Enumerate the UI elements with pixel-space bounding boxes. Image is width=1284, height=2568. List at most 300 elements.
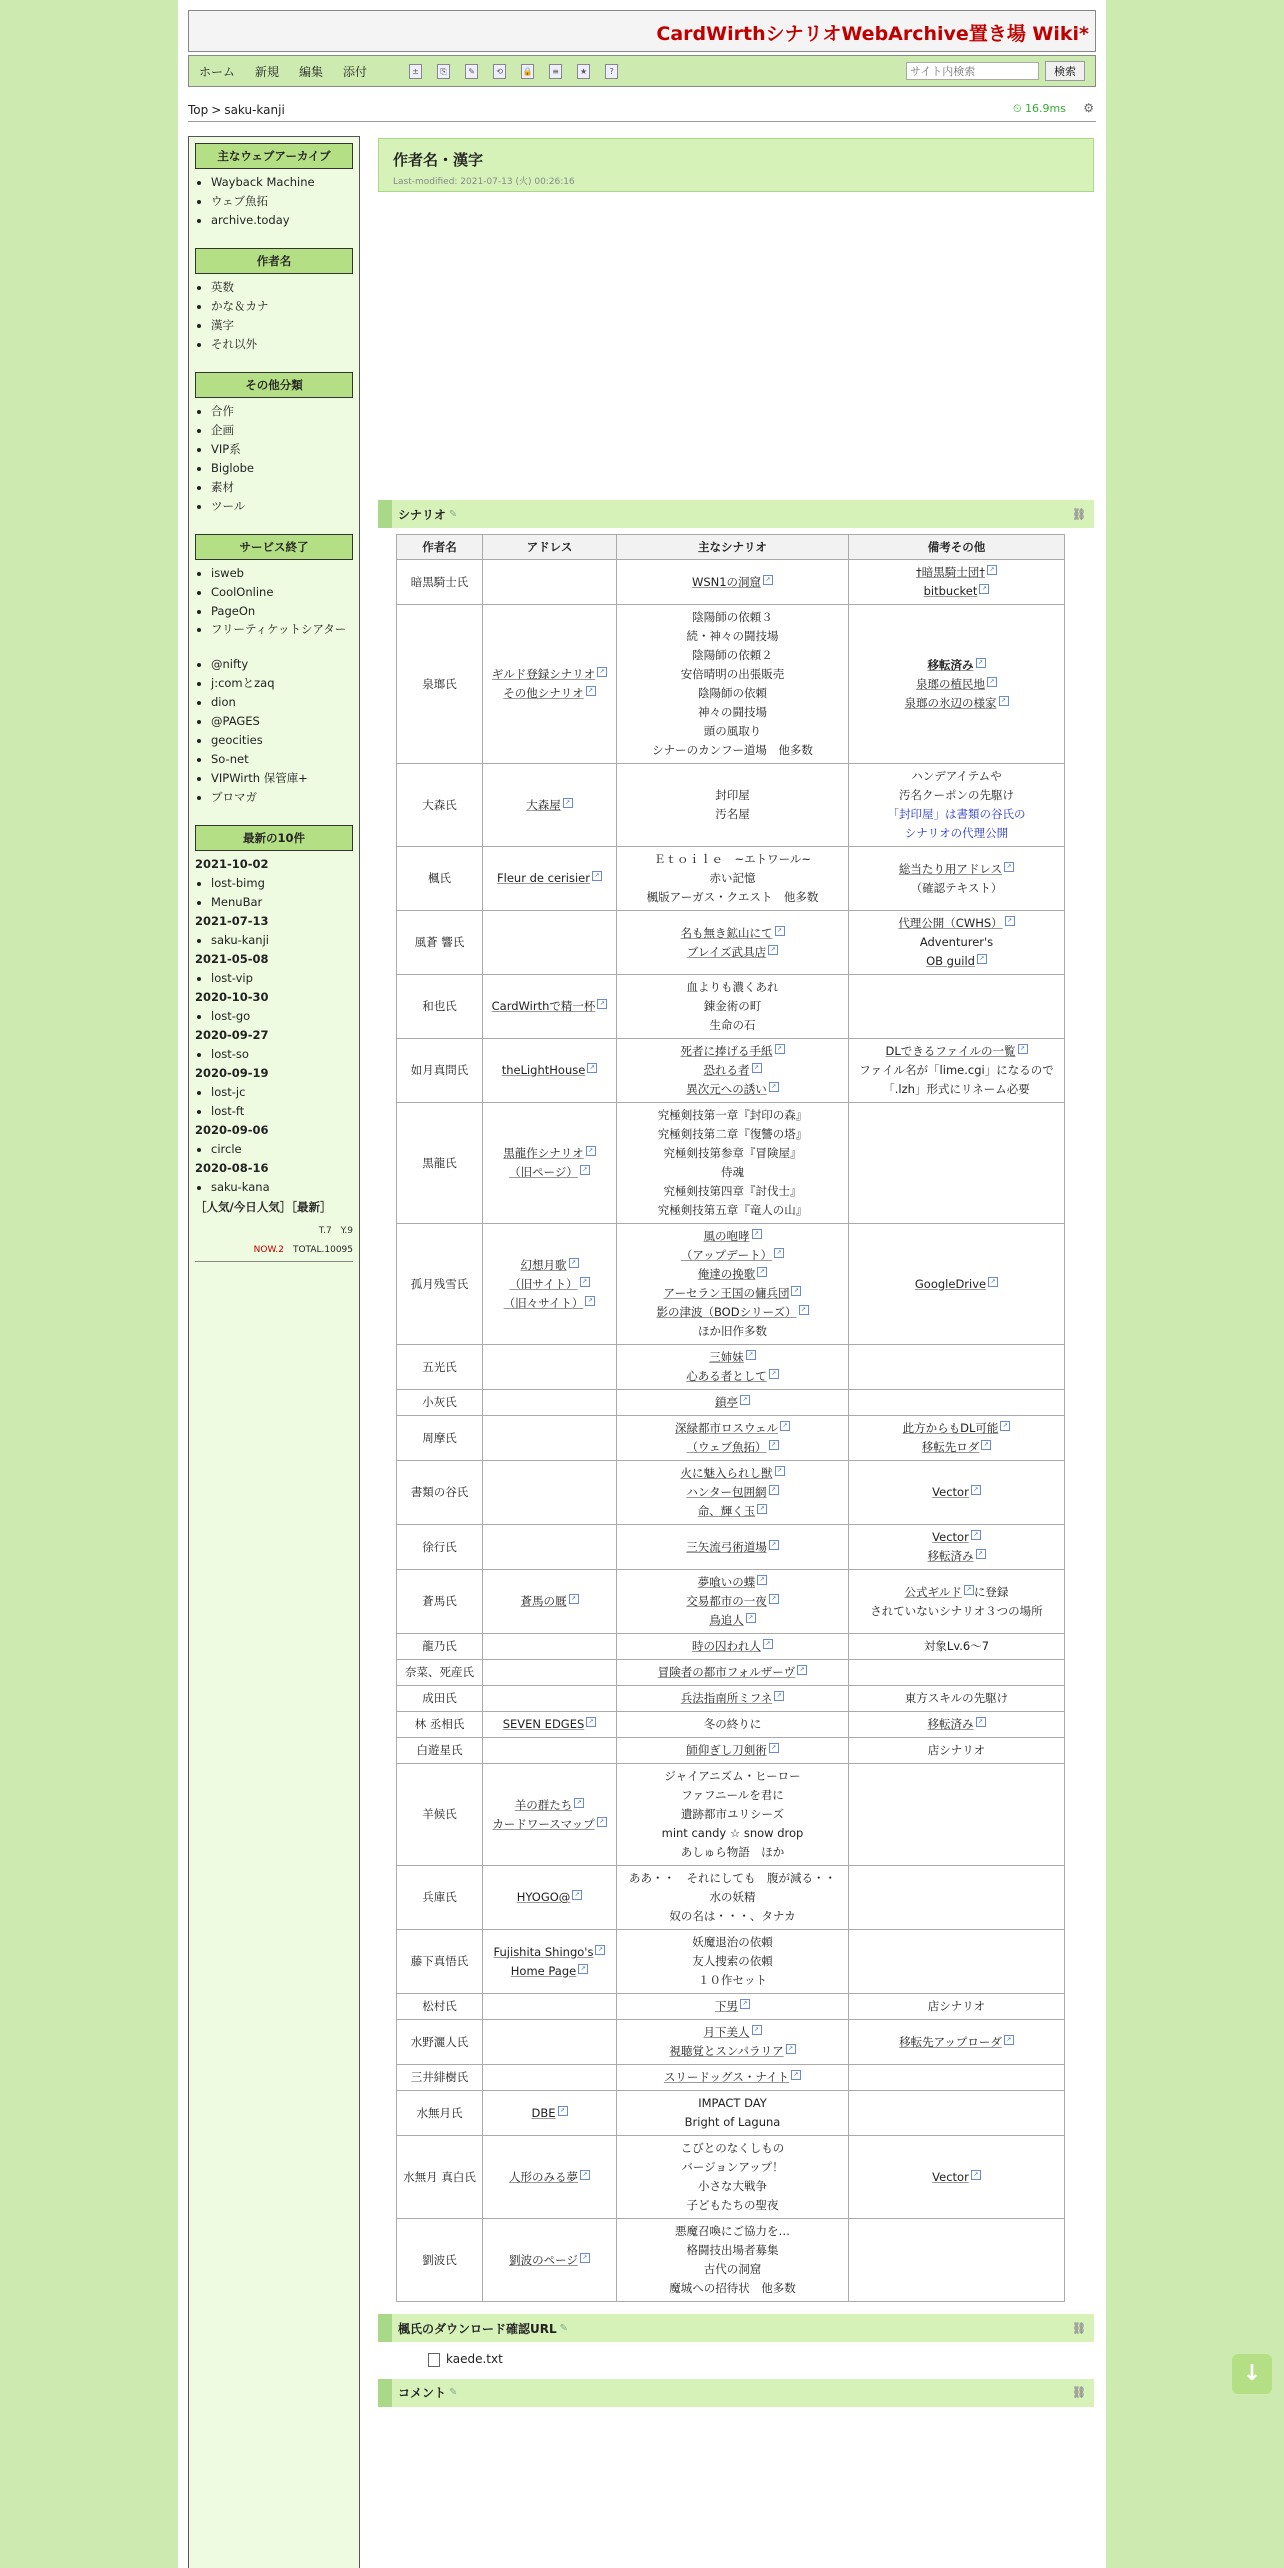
- cell-link[interactable]: 視聴覚とスンパラリア: [669, 2044, 784, 2058]
- cell-link[interactable]: （旧サイト）: [509, 1276, 578, 1291]
- cell-line: [619, 1265, 846, 1284]
- external-link-icon: ↗: [987, 565, 997, 575]
- cell-link[interactable]: 移転先ロダ: [921, 1440, 980, 1454]
- cell-note: [849, 1390, 1065, 1416]
- copy-icon[interactable]: ⎘: [437, 64, 450, 79]
- cell-scen: [617, 847, 849, 911]
- cell-note: [849, 1103, 1065, 1224]
- sidebar-link[interactable]: • VIP系: [211, 440, 353, 459]
- cell-addr: [483, 911, 617, 975]
- cell-link[interactable]: 移転済み: [927, 1717, 974, 1731]
- breadcrumb-top[interactable]: Top: [188, 103, 209, 117]
- sidebar-link[interactable]: • 素材: [211, 478, 353, 497]
- rename-icon[interactable]: ✎: [465, 64, 478, 79]
- diff-icon[interactable]: ±: [409, 64, 422, 79]
- cell-link[interactable]: 風の咆哮: [703, 1229, 750, 1243]
- cell-text: 陰陽師の依頼２: [692, 648, 773, 662]
- cell-link[interactable]: †暗黒騎士団†: [916, 565, 985, 579]
- sidebar-link[interactable]: • So-net: [211, 750, 353, 769]
- author-name: 小灰氏: [397, 1390, 483, 1416]
- author-name: 白遊星氏: [397, 1738, 483, 1764]
- sidebar-link[interactable]: • かな＆カナ: [211, 297, 353, 316]
- cell-link[interactable]: 此方からもDL可能: [902, 1421, 999, 1435]
- cell-link[interactable]: WSN1の洞窟: [691, 574, 762, 589]
- cell-link[interactable]: 幻想月歌: [520, 1257, 567, 1272]
- cell-line: [619, 1715, 846, 1734]
- cell-link[interactable]: ハンター包囲網: [686, 1485, 767, 1499]
- cell-scen: [617, 1764, 849, 1866]
- cell-link[interactable]: 異次元への誘い: [686, 1082, 767, 1096]
- cell-addr: [483, 1764, 617, 1866]
- search-button[interactable]: 検索: [1045, 61, 1085, 81]
- cell-line: [619, 1592, 846, 1611]
- external-link-icon: ↗: [769, 1485, 779, 1495]
- cell-link[interactable]: bitbucket: [923, 584, 978, 598]
- cell-line: [485, 2168, 614, 2187]
- cell-link[interactable]: 代理公開（CWHS）: [898, 916, 1003, 930]
- cell-note: [849, 1570, 1065, 1634]
- table-row: [397, 1866, 1065, 1930]
- cell-text: 究極剣技第二章『復讐の塔』: [657, 1127, 808, 1141]
- cell-link[interactable]: 名も無き鉱山にて: [680, 925, 773, 940]
- author-name: 林 丞相氏: [397, 1712, 483, 1738]
- external-link-icon: ↗: [597, 667, 607, 677]
- cell-link[interactable]: 夢喰いの蝶: [697, 1575, 756, 1589]
- sidebar-link[interactable]: • @nifty: [211, 655, 353, 674]
- external-link-icon: ↗: [1000, 1421, 1010, 1431]
- table-row: [397, 975, 1065, 1039]
- section-title: 楓氏のダウンロード確認URL: [398, 2321, 557, 2336]
- cell-addr: [483, 2065, 617, 2091]
- sidebar-link[interactable]: • ウェブ魚拓: [211, 192, 353, 211]
- cell-scen: [617, 1994, 849, 2020]
- cell-text: 頭の風取り: [703, 724, 762, 738]
- recent-link[interactable]: • lost-jc: [211, 1083, 353, 1102]
- cell-link[interactable]: アーセラン王国の傭兵団: [663, 1286, 790, 1300]
- external-link-icon: ↗: [971, 2170, 981, 2180]
- section-title: コメント: [398, 2386, 447, 2400]
- cell-text: に登録: [973, 1584, 1009, 1599]
- cell-note: [849, 2136, 1065, 2219]
- cell-line: [485, 1715, 614, 1734]
- cell-scen: [617, 1224, 849, 1345]
- external-link-icon: ↗: [780, 1421, 790, 1431]
- cell-link[interactable]: 蒼馬の厩: [520, 1594, 567, 1608]
- cell-link[interactable]: スリードッグス・ナイト: [663, 2070, 790, 2084]
- cell-link[interactable]: 公式ギルド: [904, 1584, 962, 1599]
- sidebar-link[interactable]: • archive.today: [211, 211, 353, 230]
- cell-line: [619, 2260, 846, 2279]
- recent-links[interactable]: ［人気/今日人気］［最新］: [195, 1200, 332, 1214]
- cell-line: [851, 860, 1062, 879]
- sidebar-link[interactable]: • それ以外: [211, 335, 353, 354]
- external-link-icon: ↗: [574, 1798, 584, 1808]
- cell-line: [851, 563, 1062, 582]
- sidebar-link[interactable]: • VIPWirth 保管庫+: [211, 769, 353, 788]
- recent-link[interactable]: • MenuBar: [211, 893, 353, 912]
- cell-line: [485, 1796, 614, 1815]
- sidebar-link[interactable]: • Biglobe: [211, 459, 353, 478]
- cell-link[interactable]: DLできるファイルの一覧: [885, 1044, 1016, 1058]
- cell-link[interactable]: 命、輝く玉: [697, 1504, 756, 1518]
- external-link-icon: ↗: [981, 1440, 991, 1450]
- cell-line: [619, 2158, 846, 2177]
- cell-text: 安倍晴明の出張販売: [680, 667, 785, 681]
- cell-link[interactable]: Vector: [932, 2169, 969, 2184]
- cell-link[interactable]: 泉瑯の氷辺の様家: [904, 695, 997, 710]
- cell-link[interactable]: 羊の群たち: [514, 1797, 573, 1812]
- cell-link[interactable]: 影の津波（BODシリーズ）: [656, 1305, 797, 1319]
- cell-line: [619, 1888, 846, 1907]
- sidebar-link[interactable]: • 合作: [211, 402, 353, 421]
- cell-line: [619, 1464, 846, 1483]
- recent-date: 2020-08-16: [195, 1161, 269, 1175]
- cell-line: [619, 627, 846, 646]
- recent-link[interactable]: • lost-bimg: [211, 874, 353, 893]
- cell-text: バージョンアップ！: [681, 2160, 784, 2174]
- table-row: [397, 1345, 1065, 1390]
- cell-addr: [483, 1634, 617, 1660]
- backup-icon[interactable]: ⟲: [493, 64, 506, 79]
- cell-line: [851, 1528, 1062, 1547]
- cell-line: [619, 608, 846, 627]
- help-icon[interactable]: ?: [605, 64, 618, 79]
- download-file-name[interactable]: kaede.txt: [446, 2352, 503, 2366]
- recent-link[interactable]: • lost-go: [211, 1007, 353, 1026]
- cell-scen: [617, 1686, 849, 1712]
- main-content: [378, 138, 1094, 2407]
- author-name: 楓氏: [397, 847, 483, 911]
- external-link-icon: ↗: [763, 1639, 773, 1649]
- cell-line: [619, 1483, 846, 1502]
- cell-line: [619, 924, 846, 943]
- cell-link[interactable]: 冒険者の都市フォルザーヴ: [657, 1665, 796, 1679]
- recent-link[interactable]: • lost-vip: [211, 969, 353, 988]
- external-link-icon: ↗: [592, 871, 602, 881]
- cell-line: [619, 2113, 846, 2132]
- cell-link[interactable]: （ウェブ魚拓）: [686, 1440, 767, 1454]
- cell-line: [619, 888, 846, 907]
- table-row: [397, 1224, 1065, 1345]
- sidebar-link[interactable]: • j:comとzaq: [211, 674, 353, 693]
- author-name: 水無月 真白氏: [397, 2136, 483, 2219]
- cell-note: [849, 560, 1065, 605]
- cell-text: ジャイアニズム・ヒーロー: [664, 1769, 801, 1783]
- cell-line: [619, 1786, 846, 1805]
- table-row: [397, 2136, 1065, 2219]
- cell-scen: [617, 1930, 849, 1994]
- external-link-icon: ↗: [740, 1999, 750, 2009]
- external-link-icon: ↗: [578, 1964, 588, 1974]
- cell-link[interactable]: SEVEN EDGES: [502, 1717, 585, 1731]
- cell-link[interactable]: Home Page: [510, 1963, 577, 1978]
- external-link-icon: ↗: [580, 2170, 590, 2180]
- external-link-icon: ↗: [757, 1504, 767, 1514]
- scroll-down-icon[interactable]: ↓: [1232, 2354, 1272, 2394]
- external-link-icon: ↗: [580, 1165, 590, 1175]
- cell-link[interactable]: OB guild: [926, 954, 975, 968]
- cell-note: [849, 2091, 1065, 2136]
- cell-text: 「.lzh」形式にリネーム必要: [883, 1082, 1030, 1096]
- cell-line: [485, 1592, 614, 1611]
- cell-link[interactable]: ギルド登録シナリオ: [491, 667, 596, 681]
- cell-scen: [617, 2219, 849, 2302]
- section-heading-download: [378, 2314, 1094, 2342]
- recent-items: [195, 931, 353, 950]
- cell-addr: [483, 2219, 617, 2302]
- cell-link[interactable]: 移転済み: [927, 1549, 974, 1563]
- cell-text: 究極剣技第参章『冒険屋』: [663, 1146, 802, 1160]
- cell-line: [619, 1106, 846, 1125]
- cell-scen: [617, 560, 849, 605]
- cell-link[interactable]: 心ある者として: [686, 1369, 767, 1383]
- cell-line: [485, 2251, 614, 2270]
- site-title[interactable]: CardWirthシナリオWebArchive置き場 Wiki*: [656, 23, 1089, 45]
- cell-scen: [617, 1525, 849, 1570]
- author-name: 蒼馬氏: [397, 1570, 483, 1634]
- cell-link[interactable]: theLightHouse: [501, 1063, 586, 1077]
- sidebar-link[interactable]: • isweb: [211, 564, 353, 583]
- cell-scen: [617, 1634, 849, 1660]
- archives-list: [195, 173, 353, 230]
- cell-link[interactable]: 大森屋: [526, 797, 561, 812]
- cell-link[interactable]: 深緑都市ロスウェル: [674, 1421, 779, 1435]
- author-name: 徐行氏: [397, 1525, 483, 1570]
- cell-text: 店シナリオ: [927, 1743, 986, 1757]
- sidebar-link[interactable]: • 英数: [211, 278, 353, 297]
- external-link-icon: ↗: [971, 1530, 981, 1540]
- cell-link[interactable]: Fleur de cerisier: [497, 871, 590, 885]
- sidebar-link[interactable]: • 企画: [211, 421, 353, 440]
- external-link-icon: ↗: [774, 1691, 784, 1701]
- cell-link[interactable]: 恐れる者: [703, 1063, 750, 1077]
- cell-scen: [617, 1461, 849, 1525]
- search-input[interactable]: [906, 62, 1039, 80]
- cell-text: 子どもたちの聖夜: [686, 2198, 779, 2212]
- cell-note: [849, 1634, 1065, 1660]
- recent-date: 2021-10-02: [195, 857, 269, 871]
- external-link-icon: ↗: [999, 696, 1009, 706]
- external-link-icon: ↗: [976, 1549, 986, 1559]
- external-link-icon: ↗: [595, 1945, 605, 1955]
- breadcrumb-current: saku-kanji: [224, 103, 285, 117]
- list-icon[interactable]: ≡: [549, 64, 562, 79]
- pencil-icon[interactable]: ✎: [559, 2322, 569, 2334]
- cell-line: [619, 684, 846, 703]
- cell-text: ファフニールを君に: [681, 1788, 784, 1802]
- cell-link[interactable]: （旧々サイト）: [503, 1295, 584, 1310]
- cell-note: [849, 1224, 1065, 1345]
- cell-addr: [483, 1738, 617, 1764]
- download-file[interactable]: [428, 2352, 1094, 2367]
- nav-attach[interactable]: 添付: [343, 64, 368, 79]
- cell-line: [851, 1741, 1062, 1760]
- author-name: 松村氏: [397, 1994, 483, 2020]
- nav-home[interactable]: ホーム: [199, 64, 236, 79]
- cell-link[interactable]: 死者に捧げる手紙: [680, 1044, 773, 1058]
- cell-link[interactable]: 兵法指南所ミフネ: [680, 1691, 773, 1705]
- pencil-icon[interactable]: ✎: [448, 508, 458, 520]
- sidebar-link[interactable]: • ツール: [211, 497, 353, 516]
- cell-text: 小さな大戦争: [698, 2179, 767, 2193]
- cell-text: １０作セット: [698, 1973, 767, 1987]
- cell-link[interactable]: DBE: [531, 2105, 556, 2120]
- cell-link[interactable]: HYOGO@: [516, 1890, 571, 1904]
- cell-line: [619, 805, 846, 824]
- external-link-icon: ↗: [775, 1466, 785, 1476]
- cell-link[interactable]: （アップデート）: [680, 1248, 773, 1262]
- cell-line: [619, 722, 846, 741]
- anchor-link-icon[interactable]: ⛓: [1072, 2321, 1086, 2335]
- cell-addr: [483, 605, 617, 764]
- cell-line: [619, 2068, 846, 2087]
- cell-link[interactable]: 鎖亭: [715, 1395, 738, 1409]
- cell-addr: [483, 1994, 617, 2020]
- sidebar-link[interactable]: • dion: [211, 693, 353, 712]
- cell-scen: [617, 1103, 849, 1224]
- cell-link[interactable]: 泉瑯の植民地: [916, 676, 985, 691]
- sidebar-link[interactable]: • CoolOnline: [211, 583, 353, 602]
- cell-line: [619, 786, 846, 805]
- cell-link[interactable]: 劉波のページ: [509, 2252, 578, 2267]
- cell-text: Bright of Laguna: [684, 2115, 781, 2129]
- table-row: [397, 1686, 1065, 1712]
- cell-text: 封印屋: [715, 788, 750, 802]
- cell-link[interactable]: カードワースマップ: [492, 1816, 595, 1831]
- gear-icon[interactable]: ⚙: [1083, 101, 1094, 115]
- nav-edit[interactable]: 編集: [299, 64, 324, 79]
- sidebar-link[interactable]: • 漢字: [211, 316, 353, 335]
- cell-link[interactable]: GoogleDrive: [914, 1276, 987, 1291]
- col-header-author: 作者名: [397, 535, 483, 560]
- pencil-icon[interactable]: ✎: [449, 2387, 458, 2398]
- cell-addr: [483, 1345, 617, 1390]
- cell-line: [619, 2279, 846, 2298]
- recent-link[interactable]: • lost-ft: [211, 1102, 353, 1121]
- external-link-icon: ↗: [799, 1305, 809, 1315]
- cell-line: [619, 1611, 846, 1630]
- cell-link[interactable]: その他シナリオ: [503, 686, 584, 700]
- recent-link[interactable]: • lost-so: [211, 1045, 353, 1064]
- sidebar-link[interactable]: • @PAGES: [211, 712, 353, 731]
- cell-link[interactable]: Vector: [932, 1530, 969, 1544]
- title-box: [378, 138, 1094, 192]
- cell-text: 遺跡都市ユリシーズ: [681, 1807, 784, 1821]
- cell-link[interactable]: 移転先アップローダ: [899, 2034, 1002, 2049]
- cell-text: 究極剣技第一章『封印の森』: [657, 1108, 808, 1122]
- cell-line: [619, 573, 846, 592]
- external-link-icon: ↗: [1004, 862, 1014, 872]
- cell-line: [485, 1256, 614, 1275]
- cell-link[interactable]: ブレイズ武具店: [686, 944, 767, 959]
- cell-line: [851, 933, 1062, 952]
- external-link-icon: ↗: [752, 1063, 762, 1073]
- cell-link[interactable]: 下男: [715, 1999, 738, 2013]
- cell-line: [619, 1933, 846, 1952]
- cell-line: [619, 1080, 846, 1099]
- counter-now: NOW.2: [253, 1245, 284, 1255]
- counter-total: TOTAL.10095: [292, 1245, 353, 1255]
- search-form: [906, 61, 1085, 81]
- cell-note: [849, 1712, 1065, 1738]
- sidebar-link[interactable]: • ブロマガ: [211, 788, 353, 807]
- external-link-icon: ↗: [757, 1575, 767, 1585]
- cell-link[interactable]: Fujishita Shingo's: [493, 1944, 594, 1959]
- cell-link[interactable]: 三矢流弓術道場: [686, 1539, 767, 1554]
- cell-link[interactable]: Vector: [932, 1485, 969, 1499]
- recent-items: [195, 1045, 353, 1064]
- cell-addr: [483, 975, 617, 1039]
- recent-items: [195, 1140, 353, 1159]
- cell-link[interactable]: 総当たり用アドレス: [898, 861, 1003, 876]
- external-link-icon: ↗: [586, 1146, 596, 1156]
- external-link-icon: ↗: [597, 1817, 607, 1827]
- sidebar-link[interactable]: • Wayback Machine: [211, 173, 353, 192]
- cell-link[interactable]: 交易都市の一夜: [686, 1594, 767, 1608]
- cell-link[interactable]: 鳥追人: [709, 1613, 744, 1627]
- sidebar-link[interactable]: • PageOn: [211, 602, 353, 621]
- cell-link[interactable]: 三姉妹: [709, 1350, 744, 1364]
- recent-link[interactable]: • saku-kana: [211, 1178, 353, 1197]
- author-name: 泉瑯氏: [397, 605, 483, 764]
- external-link-icon: ↗: [563, 798, 573, 808]
- breadcrumb-separator: >: [211, 103, 222, 117]
- external-link-icon: ↗: [752, 2025, 762, 2035]
- cell-link[interactable]: 黒龍作シナリオ: [503, 1146, 584, 1160]
- cell-line: [485, 1061, 614, 1080]
- external-link-icon: ↗: [775, 926, 785, 936]
- cell-addr: [483, 1712, 617, 1738]
- cell-addr: [483, 1390, 617, 1416]
- recent-link[interactable]: • saku-kanji: [211, 931, 353, 950]
- cell-link[interactable]: 時の囚われ人: [692, 1639, 761, 1653]
- recent-link[interactable]: • circle: [211, 1140, 353, 1159]
- cell-link[interactable]: （旧ページ）: [509, 1165, 578, 1179]
- cell-link[interactable]: 移転済み: [927, 657, 974, 672]
- cell-line: [619, 1419, 846, 1438]
- cell-link[interactable]: 火に魅入られし獣: [680, 1466, 773, 1480]
- cell-note: [849, 2020, 1065, 2065]
- authors-list: [195, 278, 353, 354]
- cell-link[interactable]: 人形のみる夢: [509, 2169, 578, 2184]
- cell-line: [619, 1042, 846, 1061]
- cell-line: [619, 1201, 846, 1220]
- sidebar-link[interactable]: • geocities: [211, 731, 353, 750]
- cell-addr: [483, 1461, 617, 1525]
- cell-link[interactable]: 師仰ぎし刀剣術: [686, 1743, 767, 1757]
- anchor-link-icon[interactable]: ⛓: [1072, 507, 1086, 521]
- table-row: [397, 911, 1065, 975]
- table-row: [397, 2020, 1065, 2065]
- cell-line: [619, 2177, 846, 2196]
- recent-date: 2021-07-13: [195, 914, 269, 928]
- cell-scen: [617, 1345, 849, 1390]
- freeze-icon[interactable]: 🔒: [521, 64, 534, 79]
- cell-link[interactable]: 俺達の挽歌: [697, 1267, 756, 1281]
- cell-link[interactable]: CardWirthで精一杯: [491, 999, 596, 1013]
- cell-line: [619, 1907, 846, 1926]
- nav-new[interactable]: 新規: [255, 64, 280, 79]
- cell-link[interactable]: 月下美人: [703, 2025, 750, 2039]
- cell-scen: [617, 2065, 849, 2091]
- cell-line: [619, 2241, 846, 2260]
- recent-icon[interactable]: ★: [577, 64, 590, 79]
- anchor-link-icon[interactable]: ⛓: [1072, 2386, 1086, 2399]
- author-name: 周摩氏: [397, 1416, 483, 1461]
- cell-scen: [617, 764, 849, 847]
- cell-text: こびとのなくしもの: [680, 2141, 785, 2155]
- sidebar-link[interactable]: • フリーティケットシアター: [211, 621, 353, 655]
